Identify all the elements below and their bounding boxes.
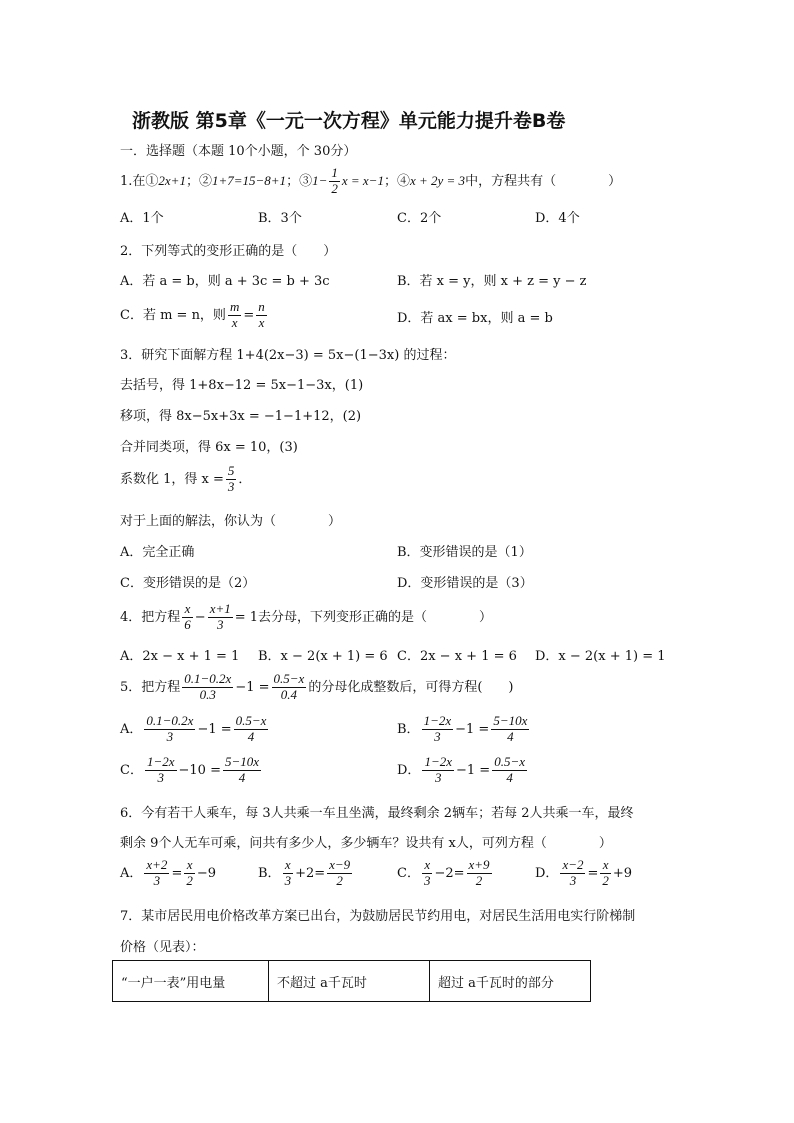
option-c: C．若 m = n，则 $\frac{m}{x}$ = $\frac{n}{x}$ — [120, 299, 265, 330]
option-b: B．变形错误的是（1） — [397, 545, 532, 560]
option-b: B．x − 2(x + 1) = 6 — [258, 649, 388, 664]
step-3: 合并同类项，得 6x = 10，(3) — [120, 440, 298, 455]
question-7-line-2: 价格（见表）： — [120, 940, 205, 955]
option-b: B． $\frac{x}{3}$ +2= $\frac{x-9}{2}$ — [258, 857, 351, 888]
option-c: C． $\frac{1-2x}{3}$ −10 = $\frac{5-10x}{4}$ — [120, 754, 260, 785]
option-a: A．1个 — [120, 211, 164, 226]
option-c: C．2x − x + 1 = 6 — [397, 649, 517, 664]
section-heading: 一．选择题（本题 10个小题，个 30分） — [120, 144, 357, 159]
option-d: D．若 ax = bx，则 a = b — [397, 311, 553, 326]
question-6-line-1: 6．今有若干人乘车，每 3人共乘一车且坐满，最终剩余 2辆车；若每 2人共乘一车，最终 — [120, 806, 634, 821]
option-c: C．变形错误的是（2） — [120, 576, 256, 591]
question-5: 5．把方程 $\frac{0.1-0.2x}{0.3}$ −1 = $\frac{0.5-x}{0.4}$ 的分母化成整数后，可得方程( ) — [120, 671, 514, 702]
fraction: $\frac{1}{2}$ — [331, 165, 338, 196]
option-b: B．3个 — [258, 211, 302, 226]
table-cell: “一户一表”用电量 — [113, 961, 269, 1002]
option-d: D．x − 2(x + 1) = 1 — [535, 649, 666, 664]
option-d: D．4个 — [535, 211, 580, 226]
option-a: A．2x − x + 1 = 1 — [120, 649, 240, 664]
step-1: 去括号，得 1+8x−12 = 5x−1−3x，(1) — [120, 378, 364, 393]
option-d: D．变形错误的是（3） — [397, 576, 533, 591]
table-cell: 不超过 a千瓦时 — [269, 961, 430, 1002]
price-table — [112, 960, 591, 1002]
question-2: 2．下列等式的变形正确的是（ ） — [120, 244, 337, 259]
table-row — [113, 961, 591, 1002]
option-a: A． $\frac{x+2}{3}$ = $\frac{x}{2}$ −9 — [120, 857, 217, 888]
question-3-ask: 对于上面的解法，你认为（ ） — [120, 514, 342, 529]
option-a: A．完全正确 — [120, 545, 195, 560]
step-4: 系数化 1，得 x = $\frac{5}{3}$ ． — [120, 463, 252, 494]
option-c: C．2个 — [397, 211, 442, 226]
question-7-line-1: 7．某市居民用电价格改革方案已出台，为鼓励居民节约用电，对居民生活用电实行阶梯制 — [120, 909, 636, 924]
step-2: 移项，得 8x−5x+3x = −1−1+12，(2) — [120, 409, 362, 424]
page-title: 浙教版 第5章《一元一次方程》单元能力提升卷B卷 — [132, 110, 566, 132]
option-d: D． $\frac{1-2x}{3}$ −1 = $\frac{0.5-x}{4}$ — [397, 754, 525, 785]
option-a: A． $\frac{0.1-0.2x}{3}$ −1 = $\frac{0.5-x}{4}$ — [120, 713, 267, 744]
question-4: 4．把方程 $\frac{x}{6}$ − $\frac{x+1}{3}$ = 1去分母，下列变形正确的是（ ） — [120, 601, 493, 632]
option-c: C． $\frac{x}{3}$ −2= $\frac{x+9}{2}$ — [397, 857, 490, 888]
question-1: 1.在①2x+1；②1+7=15−8+1；③1− $\frac{1}{2}$ x = x−1；④x + 2y = 3中，方程共有（ ） — [120, 165, 622, 196]
table-cell: 超过 a千瓦时的部分 — [430, 961, 591, 1002]
option-a: A．若 a = b，则 a + 3c = b + 3c — [120, 274, 330, 289]
question-6-line-2: 剩余 9个人无车可乘，问共有多少人，多少辆车？设共有 x人，可列方程（ ） — [120, 836, 612, 851]
question-3: 3．研究下面解方程 1+4(2x−3) = 5x−(1−3x) 的过程： — [120, 348, 456, 363]
option-b: B．若 x = y，则 x + z = y − z — [397, 274, 587, 289]
option-b: B． $\frac{1-2x}{3}$ −1 = $\frac{5-10x}{4}$ — [397, 713, 528, 744]
option-d: D． $\frac{x-2}{3}$ = $\frac{x}{2}$ +9 — [535, 857, 633, 888]
